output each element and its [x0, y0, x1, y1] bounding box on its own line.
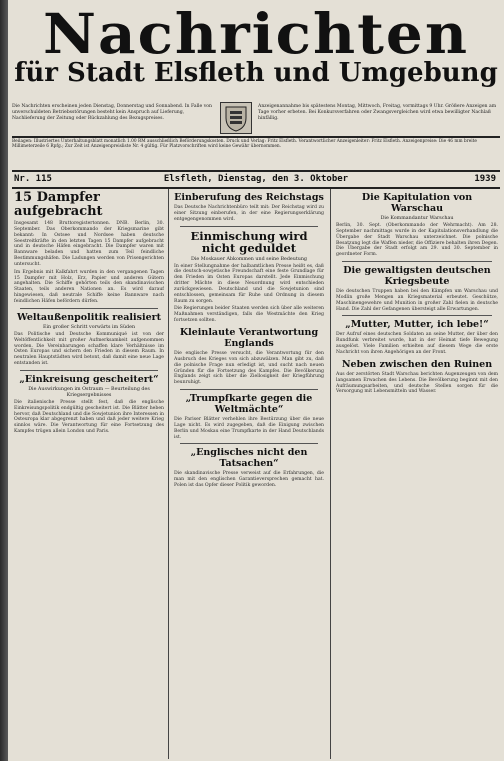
article-text: Das Deutsche Nachrichtenbüro teilt mit: Der Reichstag wird zu einer Sitzung einberufen, in der eine Regierungserklärung entgegengenommen wird. [174, 205, 324, 222]
column-3 [336, 189, 498, 761]
article-text: In einer Stellungnahme der halbamtlichen Presse heißt es, daß die deutsch-sowjetische Freundschaft eine feste Grundlage für den Frieden im Osten Europas darstellt. Jede Einmischung dritter Mächte in diese Neuordnung wird entschieden zurückgewiesen. Deutschland und die Sowjetunion sind entschlossen, gemeinsam für Ruhe und Ordnung in diesem Raum zu sorgen. [174, 263, 324, 304]
issue-year: 1939 [474, 174, 496, 184]
info-box-left: Die Nachrichten erscheinen jeden Dienstag, Donnerstag und Sonnabend. In Falle von unverschuldeten Betriebsstörungen besteht kein Anspruch auf Lieferung, Nachlieferung der Zeitung oder Rückzahlung des Bezugspreises. [12, 104, 213, 121]
article-text: Die deutschen Truppen haben bei den Kämpfen um Warschau und Modlin große Mengen an Kriegsmaterial erbeutet. Geschütze, Maschinengewehre und Munition in großer Zahl fielen in deutsche Hand. Die Zahl der Gefangenen übersteigt alle Erwartungen. [336, 289, 498, 312]
article-text: Die Pariser Blätter verhehlen ihre Bestürzung über die neue Lage nicht. Es wird zugegeben, daß die Einigung zwischen Berlin und Moskau eine Trumpfkarte in der Hand Deutschlands ist. [174, 417, 324, 440]
newspaper-page [8, 0, 504, 761]
coat-of-arms-icon [220, 102, 252, 134]
divider [180, 226, 318, 227]
divider [20, 370, 158, 371]
article-text: Die skandinavische Presse verweist auf die Erfahrungen, die man mit den englischen Garantieversprechen gemacht hat. Polen ist das Opfer dieser Politik geworden. [174, 471, 324, 489]
headline-ruinen: Neben zwischen den Ruinen [341, 358, 493, 370]
divider [180, 443, 318, 444]
article-text: Die englische Presse versucht, die Verantwortung für den Ausbruch des Krieges von sich abzuwälzen. Man gibt zu, daß die polnische Frage nun erledigt ist, und sucht nach neuen Gründen für die Fortsetzung des Kampfes. Die Bevölkerung Englands zeigt sich über die Ziellosigkeit der Kriegführung beunruhigt. [174, 350, 324, 386]
article-text: Die Regierungen beider Staaten werden sich über alle weiteren Maßnahmen verständigen, falls die Westmächte den Krieg fortsetzen sollten. [174, 306, 324, 324]
column-2 [174, 189, 324, 761]
article-text: Das Politische und Deutsche Kommuniqué ist von der Weltöffentlichkeit mit großer Aufmerksamkeit aufgenommen worden. Die Vereinbarungen schaffen klare Verhältnisse im Osten Europas und sichern den Frieden in diesem Raum. In neutralen Hauptstädten wird betont, daß damit eine neue Lage entstanden ist. [14, 331, 164, 367]
masthead [8, 2, 504, 100]
book-spine [0, 0, 8, 761]
headline-dampfer: 15 Dampfer aufgebracht [14, 190, 103, 219]
headline-weltaussenpolitik: Weltaußenpolitik realisiert [16, 311, 162, 323]
headline-kriegsbeute: Die gewaltigsten deutschen Kriegsbeute [343, 265, 491, 288]
subheadline: Die Moskauer Abkommen und seine Bedeutung [191, 256, 307, 262]
subheadline: Ein großer Schritt vorwärts im Süden [42, 324, 136, 330]
article-text: Die italienische Presse stellt fest, daß die englische Einkreisungspolitik endgültig gescheitert ist. Die Blätter heben hervor, daß Deutschland und die Sowjetunion ihre Interessen in Osteuropa klar abgegrenzt haben und daß jeder weitere Krieg sinnlos wäre. Die Verantwortung für eine Fortsetzung des Kampfes trügen allein London und Paris. [14, 399, 164, 435]
headline-reichstag: Einberufung des Reichstags [174, 192, 324, 203]
publisher-notice: Beilagen: Illustriertes Unterhaltungsblatt monatlich 1.00 RM ausschließlich Beförderungskosten. Druck und Verlag: Fritz Elsfleth. Verantwortlicher Anzeigenleiter: Fritz Elsfleth. Anzeigenpreise: Die 46 mm breite Millimeterzeile 6 Rpfg.; Zur Zeit ist Anzeigenpreisliste Nr. 4 gültig. Für Platzvorschriften wird keine Gewähr übernommen. [12, 139, 477, 150]
divider [12, 136, 500, 138]
subheadline: Die Auswirkungen im Ostraum — Beurteilung des Kriegsergebnisses [28, 386, 150, 398]
newspaper-subtitle: für Stadt Elsfleth und Umgebung [14, 58, 498, 88]
headline-einkreisung: „Einkreisung gescheitert“ [19, 373, 159, 385]
headline-tatsachen: „Englisches nicht den Tatsachen“ [190, 447, 308, 470]
column-1 [14, 189, 164, 761]
issue-number: Nr. 115 [14, 174, 52, 184]
headline-kapitulation: Die Kapitulation von Warschau [361, 192, 473, 214]
article-text: Berlin, 30. Sept. (Oberkommando der Wehrmacht). Am 28. September nachmittags wurde in der Kapitulationsverhandlung die Übergabe der Stadt Warschau unterzeichnet. Die polnische Besatzung legt die Waffen nieder, die Offiziere behalten ihren Degen. Die Übergabe der Stadt erfolgt am 29. und 30. September in geordneter Form. [336, 223, 498, 258]
headline-einmischung: Einmischung wird nicht geduldet [190, 228, 308, 256]
issue-date: Elsfleth, Dienstag, den 3. Oktober [163, 174, 349, 184]
divider [12, 170, 500, 172]
article-text: Aus der zerstörten Stadt Warschau berichten Augenzeugen von dem langsamen Erwachen des Lebens. Die Bevölkerung beginnt mit den Aufräumungsarbeiten, und deutsche Stellen sorgen für die Versorgung mit Lebensmitteln und Wasser. [336, 371, 498, 395]
dateline [12, 173, 500, 187]
divider [342, 261, 492, 262]
headline-mutter: „Mutter, Mutter, ich lebe!“ [345, 319, 489, 331]
column-divider [330, 189, 331, 759]
divider [342, 315, 492, 316]
headline-trumpfkarte: „Trumpfkarte gegen die Weltmächte“ [185, 393, 313, 416]
article-text: Der Aufruf eines deutschen Soldaten an seine Mutter, der über den Rundfunk verbreitet wurde, hat in der Heimat tiefe Bewegung ausgelöst. Viele Familien erhielten auf diesem Wege die erste Nachricht von ihren Angehörigen an der Front. [336, 332, 498, 355]
headline-verantwortung: Kleinlaute Verantwortung Englands [179, 326, 319, 349]
article-text: Insgesamt 148 Bruttoregistertonnen. DNB. Berlin, 30. September. Das Oberkommando der Kriegsmarine gibt bekannt: In Ostsee und Nordsee haben deutsche Seestreitkräfte in den letzten Tagen 15 Dampfer aufgebracht und in deutsche Häfen eingebracht. Die Dampfer waren mit Bannware beladen und hatten zum Teil feindliche Bestimmungshäfen. Die Ladungen werden von Prisengerichten untersucht. [14, 221, 164, 267]
divider [20, 308, 158, 309]
subheadline: Die Kommandantur Warschau [380, 216, 454, 221]
article-text: Im Ergebnis mit Kalkfahrt wurden in den vergangenen Tagen 15 Dampfer mit Holz, Erz, Papier und anderen Gütern angehalten. Die Schiffe gehörten teils den skandinavischen Staaten, teils anderen Nationen an. Es wird darauf hingewiesen, daß neutrale Schiffe keine Bannware nach feindlichen Häfen befördern dürfen. [14, 269, 164, 304]
info-box-right: Anzeigenannahme bis spätestens Montag, Mittwoch, Freitag, vormittags 9 Uhr. Größere Anzeigen am Tage vorher erbeten. Bei Konkursverfahren oder Zwangsvergleichen wird etwa bewilligter Nachlaß hinfällig. [258, 104, 497, 121]
column-divider [168, 189, 169, 759]
newspaper-title: Nachrichten [42, 1, 470, 67]
divider [180, 389, 318, 390]
